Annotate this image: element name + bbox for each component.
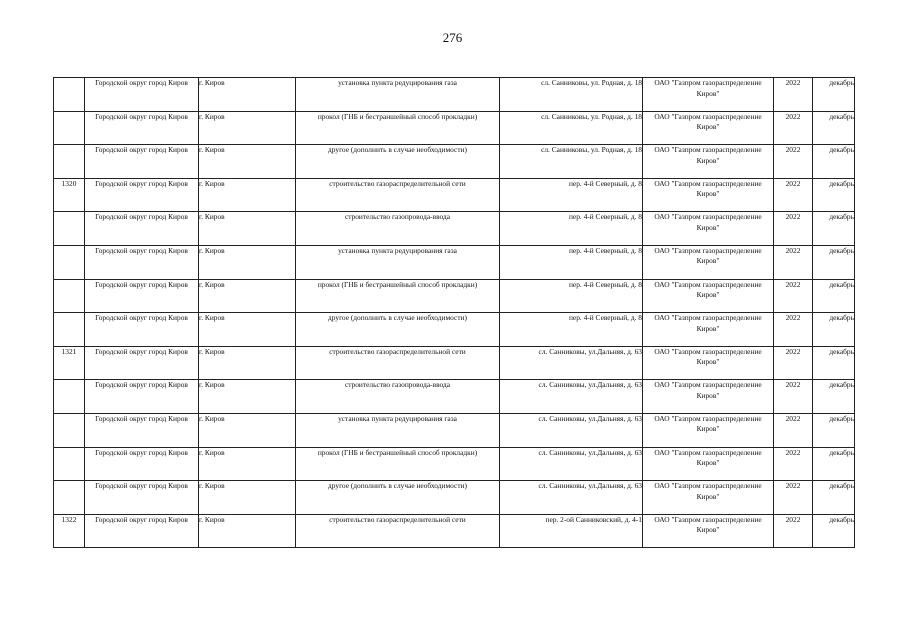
locality-cell (199, 245, 296, 279)
municipality-cell-text: Городской округ город Киров (95, 481, 188, 491)
row-number-cell (54, 413, 85, 447)
organization-cell (643, 245, 774, 279)
address-cell-text: сл. Санниковы, ул. Родная, д. 18 (541, 78, 642, 87)
municipality-cell-text: Городской округ город Киров (95, 346, 188, 356)
year-cell (774, 481, 813, 515)
work-type-cell-text: прокол (ГНБ и бестраншейный способ прокладки) (317, 447, 478, 457)
municipality-cell-text: Городской округ город Киров (95, 380, 188, 390)
organization-cell-text: ОАО "Газпром газораспределение Киров" (654, 279, 762, 300)
month-cell-text: декабрь (829, 481, 854, 491)
address-cell (500, 313, 643, 347)
month-cell (813, 413, 855, 447)
municipality-cell-text: Городской округ город Киров (95, 145, 188, 155)
work-type-cell (296, 111, 500, 145)
address-cell (500, 481, 643, 515)
address-cell-text: сл. Санниковы, ул.Дальняя, д. 63 (538, 413, 642, 423)
work-type-cell (296, 413, 500, 447)
organization-cell (643, 346, 774, 380)
organization-cell-text: ОАО "Газпром газораспределение Киров" (654, 145, 762, 165)
month-cell (813, 380, 855, 414)
municipality-cell (85, 212, 199, 246)
organization-cell (643, 279, 774, 313)
row-number-cell (54, 313, 85, 347)
row-number-cell (54, 178, 85, 212)
locality-cell (199, 346, 296, 380)
municipality-cell-text: Городской округ город Киров (95, 413, 188, 423)
month-cell-text: декабрь (829, 313, 854, 323)
locality-cell-text: г. Киров (199, 447, 225, 457)
locality-cell (199, 178, 296, 212)
organization-cell-text: ОАО "Газпром газораспределение Киров" (654, 111, 762, 132)
organization-cell-text: ОАО "Газпром газораспределение Киров" (654, 178, 762, 199)
work-type-cell-text: другое (дополнить в случае необходимости) (328, 313, 467, 323)
organization-cell (643, 78, 774, 112)
address-cell-text: сл. Санниковы, ул.Дальняя, д. 63 (538, 447, 642, 457)
work-type-cell (296, 245, 500, 279)
address-cell (500, 447, 643, 481)
work-type-cell (296, 313, 500, 347)
work-type-cell-text: прокол (ГНБ и бестраншейный способ прокладки) (317, 111, 478, 121)
locality-cell-text: г. Киров (199, 346, 225, 356)
year-cell-text: 2022 (785, 514, 801, 524)
year-cell (774, 245, 813, 279)
organization-cell (643, 380, 774, 414)
municipality-cell (85, 178, 199, 212)
address-cell-text: сл. Санниковы, ул.Дальняя, д. 63 (538, 481, 642, 491)
locality-cell (199, 413, 296, 447)
locality-cell-text: г. Киров (199, 111, 225, 121)
organization-cell (643, 447, 774, 481)
year-cell-text: 2022 (785, 111, 801, 121)
year-cell-text: 2022 (785, 78, 801, 87)
row-number-cell (54, 111, 85, 145)
row-number-cell (54, 145, 85, 179)
locality-cell-text: г. Киров (199, 245, 225, 255)
table-row (54, 413, 855, 447)
year-cell-text: 2022 (785, 346, 801, 356)
month-cell-text: декабрь (829, 78, 854, 87)
work-type-cell (296, 380, 500, 414)
address-cell-text: пер. 4-й Северный, д. 8 (568, 178, 642, 188)
work-type-cell-text: другое (дополнить в случае необходимости) (328, 481, 467, 491)
work-type-cell (296, 447, 500, 481)
address-cell (500, 145, 643, 179)
locality-cell-text: г. Киров (199, 145, 225, 155)
organization-cell-text: ОАО "Газпром газораспределение Киров" (654, 481, 762, 501)
table-body (54, 78, 855, 548)
locality-cell (199, 514, 296, 548)
locality-cell (199, 279, 296, 313)
work-type-cell (296, 145, 500, 179)
month-cell (813, 346, 855, 380)
organization-cell-text: ОАО "Газпром газораспределение Киров" (654, 245, 762, 266)
row-number-cell-text: 1321 (61, 346, 77, 356)
table-row (54, 78, 855, 112)
organization-cell-text: ОАО "Газпром газораспределение Киров" (654, 447, 762, 468)
municipality-cell (85, 279, 199, 313)
organization-cell-text: ОАО "Газпром газораспределение Киров" (654, 514, 762, 535)
month-cell-text: декабрь (829, 514, 854, 524)
locality-cell (199, 447, 296, 481)
month-cell (813, 514, 855, 548)
year-cell (774, 514, 813, 548)
month-cell (813, 447, 855, 481)
month-cell-text: декабрь (829, 111, 854, 121)
municipality-cell-text: Городской округ город Киров (95, 212, 188, 222)
municipality-cell-text: Городской округ город Киров (95, 178, 188, 188)
month-cell-text: декабрь (829, 212, 854, 222)
year-cell (774, 346, 813, 380)
table-row (54, 245, 855, 279)
organization-cell (643, 481, 774, 515)
month-cell (813, 178, 855, 212)
month-cell-text: декабрь (829, 380, 854, 390)
year-cell-text: 2022 (785, 481, 801, 491)
address-cell (500, 279, 643, 313)
work-type-cell-text: установка пункта редуцирования газа (338, 413, 457, 423)
locality-cell-text: г. Киров (199, 279, 225, 289)
municipality-cell (85, 413, 199, 447)
year-cell-text: 2022 (785, 313, 801, 323)
year-cell (774, 212, 813, 246)
organization-cell (643, 111, 774, 145)
month-cell-text: декабрь (829, 145, 854, 155)
month-cell (813, 212, 855, 246)
work-type-cell-text: строительство газопровода-ввода (344, 212, 451, 222)
row-number-cell (54, 514, 85, 548)
row-number-cell (54, 346, 85, 380)
organization-cell (643, 212, 774, 246)
work-type-cell-text: строительство газораспределительной сети (329, 346, 466, 356)
organization-cell-text: ОАО "Газпром газораспределение Киров" (654, 78, 762, 98)
row-number-cell (54, 245, 85, 279)
table-row (54, 481, 855, 515)
organization-cell-text: ОАО "Газпром газораспределение Киров" (654, 212, 762, 232)
locality-cell (199, 111, 296, 145)
work-type-cell (296, 279, 500, 313)
address-cell (500, 413, 643, 447)
year-cell-text: 2022 (785, 245, 801, 255)
locality-cell-text: г. Киров (199, 78, 225, 87)
locality-cell (199, 145, 296, 179)
locality-cell-text: г. Киров (199, 212, 225, 222)
table-row (54, 514, 855, 548)
locality-cell (199, 212, 296, 246)
row-number-cell (54, 380, 85, 414)
month-cell-text: декабрь (829, 413, 854, 423)
address-cell (500, 78, 643, 112)
municipality-cell (85, 346, 199, 380)
table-row (54, 145, 855, 179)
month-cell-text: декабрь (829, 279, 854, 289)
year-cell-text: 2022 (785, 413, 801, 423)
work-type-cell-text: установка пункта редуцирования газа (338, 245, 457, 255)
month-cell (813, 279, 855, 313)
municipality-cell-text: Городской округ город Киров (95, 279, 188, 289)
year-cell (774, 380, 813, 414)
work-type-cell (296, 178, 500, 212)
municipality-cell-text: Городской округ город Киров (95, 78, 188, 87)
municipality-cell (85, 380, 199, 414)
locality-cell-text: г. Киров (199, 178, 225, 188)
row-number-cell (54, 447, 85, 481)
works-table (53, 77, 855, 548)
work-type-cell (296, 212, 500, 246)
municipality-cell-text: Городской округ город Киров (95, 313, 188, 323)
locality-cell-text: г. Киров (199, 481, 225, 491)
year-cell (774, 145, 813, 179)
month-cell (813, 111, 855, 145)
organization-cell (643, 413, 774, 447)
address-cell-text: пер. 2-ой Санниковский, д. 4-1 (545, 514, 642, 524)
address-cell-text: пер. 4-й Северный, д. 8 (568, 245, 642, 255)
work-type-cell (296, 346, 500, 380)
address-cell (500, 178, 643, 212)
address-cell (500, 380, 643, 414)
organization-cell (643, 514, 774, 548)
organization-cell-text: ОАО "Газпром газораспределение Киров" (654, 413, 762, 434)
municipality-cell-text: Городской округ город Киров (95, 447, 188, 457)
year-cell (774, 78, 813, 112)
year-cell-text: 2022 (785, 212, 801, 222)
table-row (54, 346, 855, 380)
table-row (54, 212, 855, 246)
address-cell-text: сл. Санниковы, ул.Дальняя, д. 63 (538, 346, 642, 356)
row-number-cell-text: 1322 (61, 514, 77, 524)
work-type-cell (296, 514, 500, 548)
organization-cell (643, 145, 774, 179)
locality-cell-text: г. Киров (199, 380, 225, 390)
municipality-cell-text: Городской округ город Киров (95, 111, 188, 121)
address-cell (500, 346, 643, 380)
year-cell (774, 413, 813, 447)
table-row (54, 178, 855, 212)
address-cell (500, 212, 643, 246)
work-type-cell (296, 481, 500, 515)
row-number-cell (54, 279, 85, 313)
month-cell-text: декабрь (829, 245, 854, 255)
work-type-cell (296, 78, 500, 112)
work-type-cell-text: строительство газораспределительной сети (329, 514, 466, 524)
address-cell (500, 111, 643, 145)
year-cell-text: 2022 (785, 380, 801, 390)
address-cell (500, 514, 643, 548)
table-row (54, 111, 855, 145)
locality-cell (199, 313, 296, 347)
municipality-cell (85, 447, 199, 481)
address-cell-text: пер. 4-й Северный, д. 8 (568, 212, 642, 222)
work-type-cell-text: строительство газопровода-ввода (344, 380, 451, 390)
work-type-cell-text: установка пункта редуцирования газа (338, 78, 457, 87)
address-cell-text: пер. 4-й Северный, д. 8 (568, 279, 642, 289)
locality-cell (199, 78, 296, 112)
year-cell (774, 178, 813, 212)
work-type-cell-text: строительство газораспределительной сети (329, 178, 466, 188)
locality-cell-text: г. Киров (199, 413, 225, 423)
row-number-cell (54, 481, 85, 515)
month-cell (813, 78, 855, 112)
page-number: 276 (442, 30, 463, 45)
organization-cell-text: ОАО "Газпром газораспределение Киров" (654, 313, 762, 333)
organization-cell-text: ОАО "Газпром газораспределение Киров" (654, 346, 762, 367)
month-cell-text: декабрь (829, 178, 854, 188)
municipality-cell-text: Городской округ город Киров (95, 514, 188, 524)
year-cell (774, 313, 813, 347)
organization-cell (643, 313, 774, 347)
table-row (54, 447, 855, 481)
row-number-cell (54, 212, 85, 246)
table-row (54, 380, 855, 414)
year-cell (774, 447, 813, 481)
address-cell-text: пер. 4-й Северный, д. 8 (568, 313, 642, 323)
month-cell-text: декабрь (829, 447, 854, 457)
year-cell-text: 2022 (785, 145, 801, 155)
work-type-cell-text: другое (дополнить в случае необходимости) (328, 145, 467, 155)
municipality-cell (85, 313, 199, 347)
month-cell (813, 313, 855, 347)
municipality-cell (85, 145, 199, 179)
address-cell (500, 245, 643, 279)
municipality-cell (85, 111, 199, 145)
month-cell (813, 145, 855, 179)
address-cell-text: сл. Санниковы, ул. Родная, д. 18 (541, 145, 642, 155)
table-row (54, 279, 855, 313)
municipality-cell (85, 514, 199, 548)
municipality-cell (85, 245, 199, 279)
row-number-cell (54, 78, 85, 112)
year-cell-text: 2022 (785, 178, 801, 188)
year-cell-text: 2022 (785, 279, 801, 289)
month-cell-text: декабрь (829, 346, 854, 356)
municipality-cell (85, 78, 199, 112)
locality-cell-text: г. Киров (199, 313, 225, 323)
organization-cell-text: ОАО "Газпром газораспределение Киров" (654, 380, 762, 400)
year-cell (774, 111, 813, 145)
month-cell (813, 245, 855, 279)
address-cell-text: сл. Санниковы, ул. Родная, д. 18 (541, 111, 642, 121)
work-type-cell-text: прокол (ГНБ и бестраншейный способ прокладки) (317, 279, 478, 289)
year-cell (774, 279, 813, 313)
locality-cell-text: г. Киров (199, 514, 225, 524)
locality-cell (199, 481, 296, 515)
month-cell (813, 481, 855, 515)
locality-cell (199, 380, 296, 414)
row-number-cell-text: 1320 (61, 178, 77, 188)
municipality-cell (85, 481, 199, 515)
organization-cell (643, 178, 774, 212)
municipality-cell-text: Городской округ город Киров (95, 245, 188, 255)
table-row (54, 313, 855, 347)
address-cell-text: сл. Санниковы, ул.Дальняя, д. 63 (538, 380, 642, 390)
year-cell-text: 2022 (785, 447, 801, 457)
